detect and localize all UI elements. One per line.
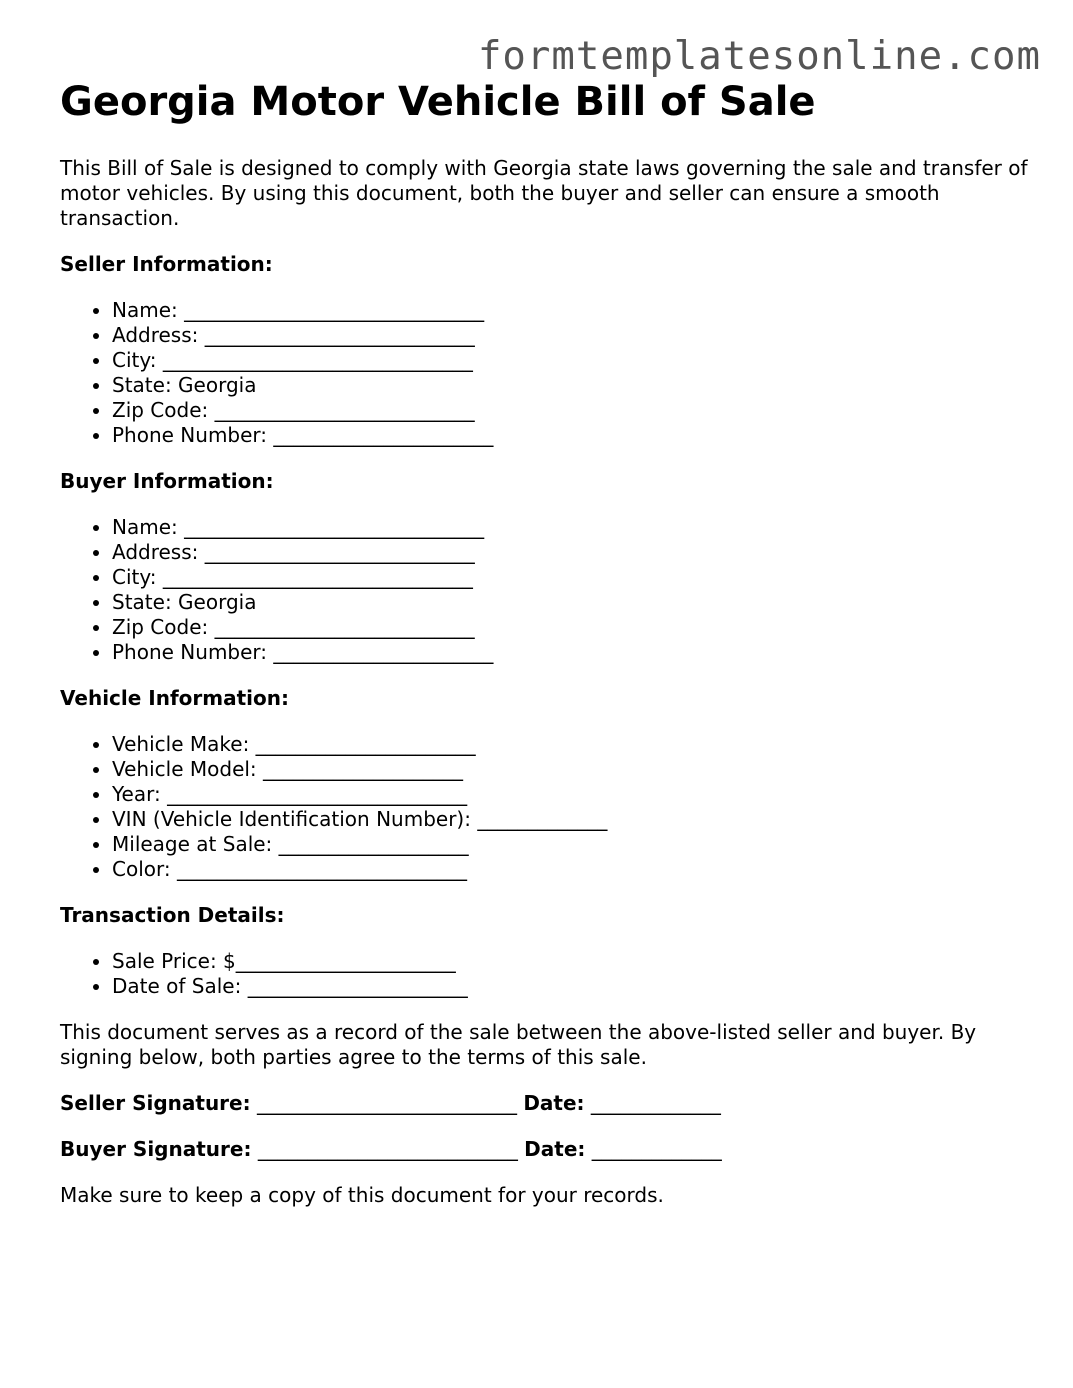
- buyer-date-label: Date:: [524, 1137, 586, 1161]
- buyer-address-field[interactable]: • Address: ___________________________: [112, 540, 1030, 565]
- buyer-name-field[interactable]: • Name: ______________________________: [112, 515, 1030, 540]
- sale-price-field[interactable]: • Sale Price: $______________________: [112, 949, 1030, 974]
- vehicle-color-field[interactable]: • Color: _____________________________: [112, 857, 1030, 882]
- seller-section-heading: Seller Information:: [60, 252, 273, 276]
- seller-zip-field[interactable]: • Zip Code: __________________________: [112, 398, 1030, 423]
- closing-paragraph: This document serves as a record of the sale between the above-listed seller and buyer. By signing below, both parties agree to the terms of this sale.: [60, 1020, 977, 1069]
- vehicle-year-field[interactable]: • Year: ______________________________: [112, 782, 1030, 807]
- seller-city-field[interactable]: • City: _______________________________: [112, 348, 1030, 373]
- seller-signature-row: [60, 1091, 1030, 1116]
- vehicle-vin-field[interactable]: • VIN (Vehicle Identification Number): _____________: [112, 807, 1030, 832]
- intro-paragraph: This Bill of Sale is designed to comply with Georgia state laws governing the sale and transfer of motor vehicles. By using this document, both the buyer and seller can ensure a smooth transaction.: [60, 156, 1028, 230]
- seller-address-field[interactable]: • Address: ___________________________: [112, 323, 1030, 348]
- sale-date-field[interactable]: • Date of Sale: ______________________: [112, 974, 1030, 999]
- seller-date-line[interactable]: _____________: [590, 1091, 721, 1115]
- seller-name-field[interactable]: • Name: ______________________________: [112, 298, 1030, 323]
- document-page: [60, 76, 1030, 1208]
- seller-phone-field[interactable]: • Phone Number: ______________________: [112, 423, 1030, 448]
- seller-signature-line[interactable]: __________________________: [256, 1091, 517, 1115]
- transaction-section-heading: Transaction Details:: [60, 903, 285, 927]
- vehicle-section-heading: Vehicle Information:: [60, 686, 289, 710]
- seller-state-field: • State: Georgia: [112, 373, 1030, 398]
- buyer-state-field: • State: Georgia: [112, 590, 1030, 615]
- seller-field-list: [60, 298, 1030, 448]
- buyer-field-list: [60, 515, 1030, 665]
- transaction-field-list: [60, 949, 1030, 999]
- buyer-date-line[interactable]: _____________: [591, 1137, 722, 1161]
- vehicle-model-field[interactable]: • Vehicle Model: ____________________: [112, 757, 1030, 782]
- seller-signature-label: Seller Signature:: [60, 1091, 251, 1115]
- buyer-city-field[interactable]: • City: _______________________________: [112, 565, 1030, 590]
- watermark: formtemplatesonline.com: [477, 34, 1041, 79]
- buyer-signature-row: [60, 1137, 1030, 1162]
- vehicle-mileage-field[interactable]: • Mileage at Sale: ___________________: [112, 832, 1030, 857]
- buyer-phone-field[interactable]: • Phone Number: ______________________: [112, 640, 1030, 665]
- buyer-signature-line[interactable]: __________________________: [257, 1137, 518, 1161]
- final-note: Make sure to keep a copy of this document for your records.: [60, 1183, 664, 1207]
- seller-date-label: Date:: [523, 1091, 585, 1115]
- buyer-section-heading: Buyer Information:: [60, 469, 274, 493]
- buyer-zip-field[interactable]: • Zip Code: __________________________: [112, 615, 1030, 640]
- vehicle-field-list: [60, 732, 1030, 882]
- page-title: Georgia Motor Vehicle Bill of Sale: [60, 79, 816, 125]
- buyer-signature-label: Buyer Signature:: [60, 1137, 252, 1161]
- vehicle-make-field[interactable]: • Vehicle Make: ______________________: [112, 732, 1030, 757]
